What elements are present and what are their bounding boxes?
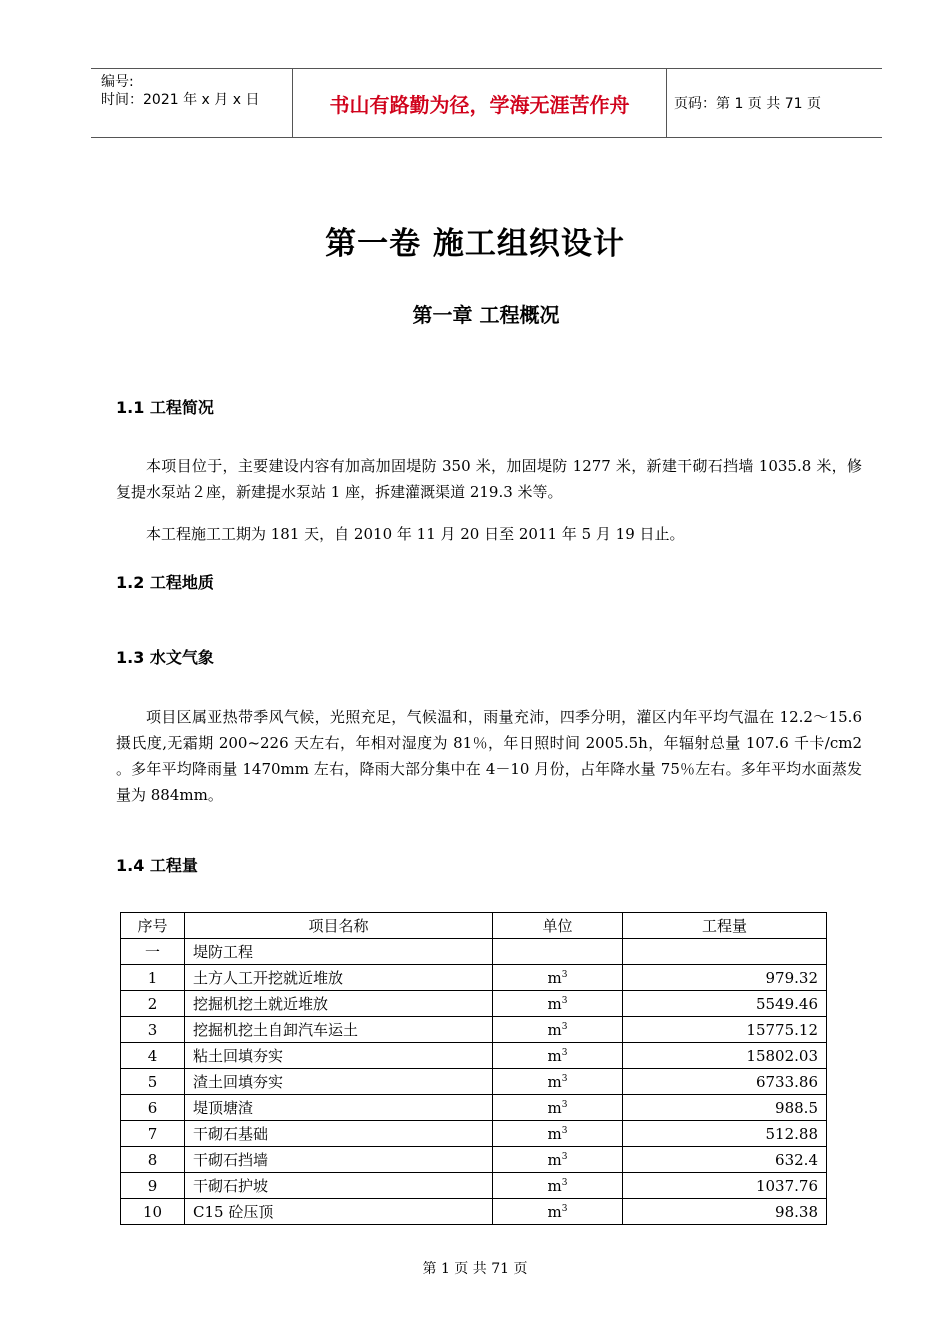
cell-unit: $m^3$ xyxy=(493,1017,623,1043)
cell-name: 土方人工开挖就近堆放 xyxy=(185,965,493,991)
cell-no: 8 xyxy=(121,1147,185,1173)
header-meta xyxy=(91,69,292,137)
cell-name: 干砌石基础 xyxy=(185,1121,493,1147)
cell-no: 9 xyxy=(121,1173,185,1199)
table-row xyxy=(121,1095,827,1121)
cell-name: 挖掘机挖土就近堆放 xyxy=(185,991,493,1017)
table-row xyxy=(121,1017,827,1043)
cell-qty: 1037.76 xyxy=(623,1173,827,1199)
cell-no: 10 xyxy=(121,1199,185,1225)
cell-qty: 15802.03 xyxy=(623,1043,827,1069)
page-footer: 第 1 页 共 71 页 xyxy=(422,1261,528,1277)
header-unit: 单位 xyxy=(493,913,623,939)
cell-no: 5 xyxy=(121,1069,185,1095)
cell-no: 7 xyxy=(121,1121,185,1147)
cell-qty: 988.5 xyxy=(623,1095,827,1121)
header-page-label: 页码：第 1 页 共 71 页 xyxy=(674,96,821,112)
cell-no: 2 xyxy=(121,991,185,1017)
paragraph-overview: 本项目位于，主要建设内容有加高加固堤防 350 米，加固堤防 1277 米，新建干砌石挡墙 1035.8 米，修复提水泵站２座，新建提水泵站 1 座，拆建灌溉渠道 219.3 米等。 xyxy=(116,457,862,501)
cell-name: 挖掘机挖土自卸汽车运土 xyxy=(185,1017,493,1043)
cell-unit xyxy=(493,939,623,965)
header-qty: 工程量 xyxy=(623,913,827,939)
cell-qty: 98.38 xyxy=(623,1199,827,1225)
cell-unit: $m^3$ xyxy=(493,1147,623,1173)
paragraph-schedule: 本工程施工工期为 181 天，自 2010 年 11 月 20 日至 2011 年 5 月 19 日止。 xyxy=(146,525,685,543)
cell-qty: 15775.12 xyxy=(623,1017,827,1043)
section-heading-1-1: 1.1 工程简况 xyxy=(116,398,214,417)
cell-name: 堤防工程 xyxy=(185,939,493,965)
page-header xyxy=(91,68,882,138)
cell-name: 干砌石挡墙 xyxy=(185,1147,493,1173)
header-no: 序号 xyxy=(121,913,185,939)
quantity-table xyxy=(120,912,827,1225)
cell-qty: 6733.86 xyxy=(623,1069,827,1095)
section-heading-1-2: 1.2 工程地质 xyxy=(116,573,214,592)
cell-unit: $m^3$ xyxy=(493,1199,623,1225)
table-row xyxy=(121,965,827,991)
cell-unit: $m^3$ xyxy=(493,1095,623,1121)
cell-name: 堤顶塘渣 xyxy=(185,1095,493,1121)
table-row xyxy=(121,1069,827,1095)
table-row xyxy=(121,991,827,1017)
time-label: 时间：2021 年 x 月 x 日 xyxy=(101,92,260,108)
cell-qty: 512.88 xyxy=(623,1121,827,1147)
cell-no: 6 xyxy=(121,1095,185,1121)
cell-no: 1 xyxy=(121,965,185,991)
cell-name: 干砌石护坡 xyxy=(185,1173,493,1199)
document-title: 第一卷 施工组织设计 xyxy=(325,226,625,262)
cell-unit: $m^3$ xyxy=(493,1173,623,1199)
section-heading-1-3: 1.3 水文气象 xyxy=(116,648,214,667)
chapter-title: 第一章 工程概况 xyxy=(412,303,560,327)
table-row xyxy=(121,1147,827,1173)
cell-unit: $m^3$ xyxy=(493,1121,623,1147)
table-header-row xyxy=(121,913,827,939)
paragraph-climate: 项目区属亚热带季风气候，光照充足，气候温和，雨量充沛，四季分明，灌区内年平均气温在 12.2～15.6 摄氏度,无霜期 200~226 天左右，年相对湿度为 81％，年日照时间 2005.5h，年辐射总量 107.6 千卡/cm2 。多年平均降雨量 1470mm 左右，降雨大部分集中在 4－10 月份，占年降水量 75％左右。多年平均水面蒸发量为 884mm。 xyxy=(116,708,862,804)
table-row xyxy=(121,1199,827,1225)
cell-qty: 632.4 xyxy=(623,1147,827,1173)
cell-qty: 5549.46 xyxy=(623,991,827,1017)
header-name: 项目名称 xyxy=(185,913,493,939)
cell-name: 粘土回填夯实 xyxy=(185,1043,493,1069)
cell-no: 3 xyxy=(121,1017,185,1043)
section-heading-1-4: 1.4 工程量 xyxy=(116,856,198,875)
cell-no: 4 xyxy=(121,1043,185,1069)
cell-unit: $m^3$ xyxy=(493,965,623,991)
cell-name: 渣土回填夯实 xyxy=(185,1069,493,1095)
cell-unit: $m^3$ xyxy=(493,991,623,1017)
cell-qty: 979.32 xyxy=(623,965,827,991)
cell-no: 一 xyxy=(121,939,185,965)
cell-name: C15 砼压顶 xyxy=(185,1199,493,1225)
header-motto: 书山有路勤为径，学海无涯苦作舟 xyxy=(292,69,667,137)
table-row xyxy=(121,1121,827,1147)
cell-unit: $m^3$ xyxy=(493,1043,623,1069)
table-row xyxy=(121,939,827,965)
table-row xyxy=(121,1173,827,1199)
table-row xyxy=(121,1043,827,1069)
code-label: 编号: xyxy=(101,74,134,90)
cell-qty xyxy=(623,939,827,965)
cell-unit: $m^3$ xyxy=(493,1069,623,1095)
